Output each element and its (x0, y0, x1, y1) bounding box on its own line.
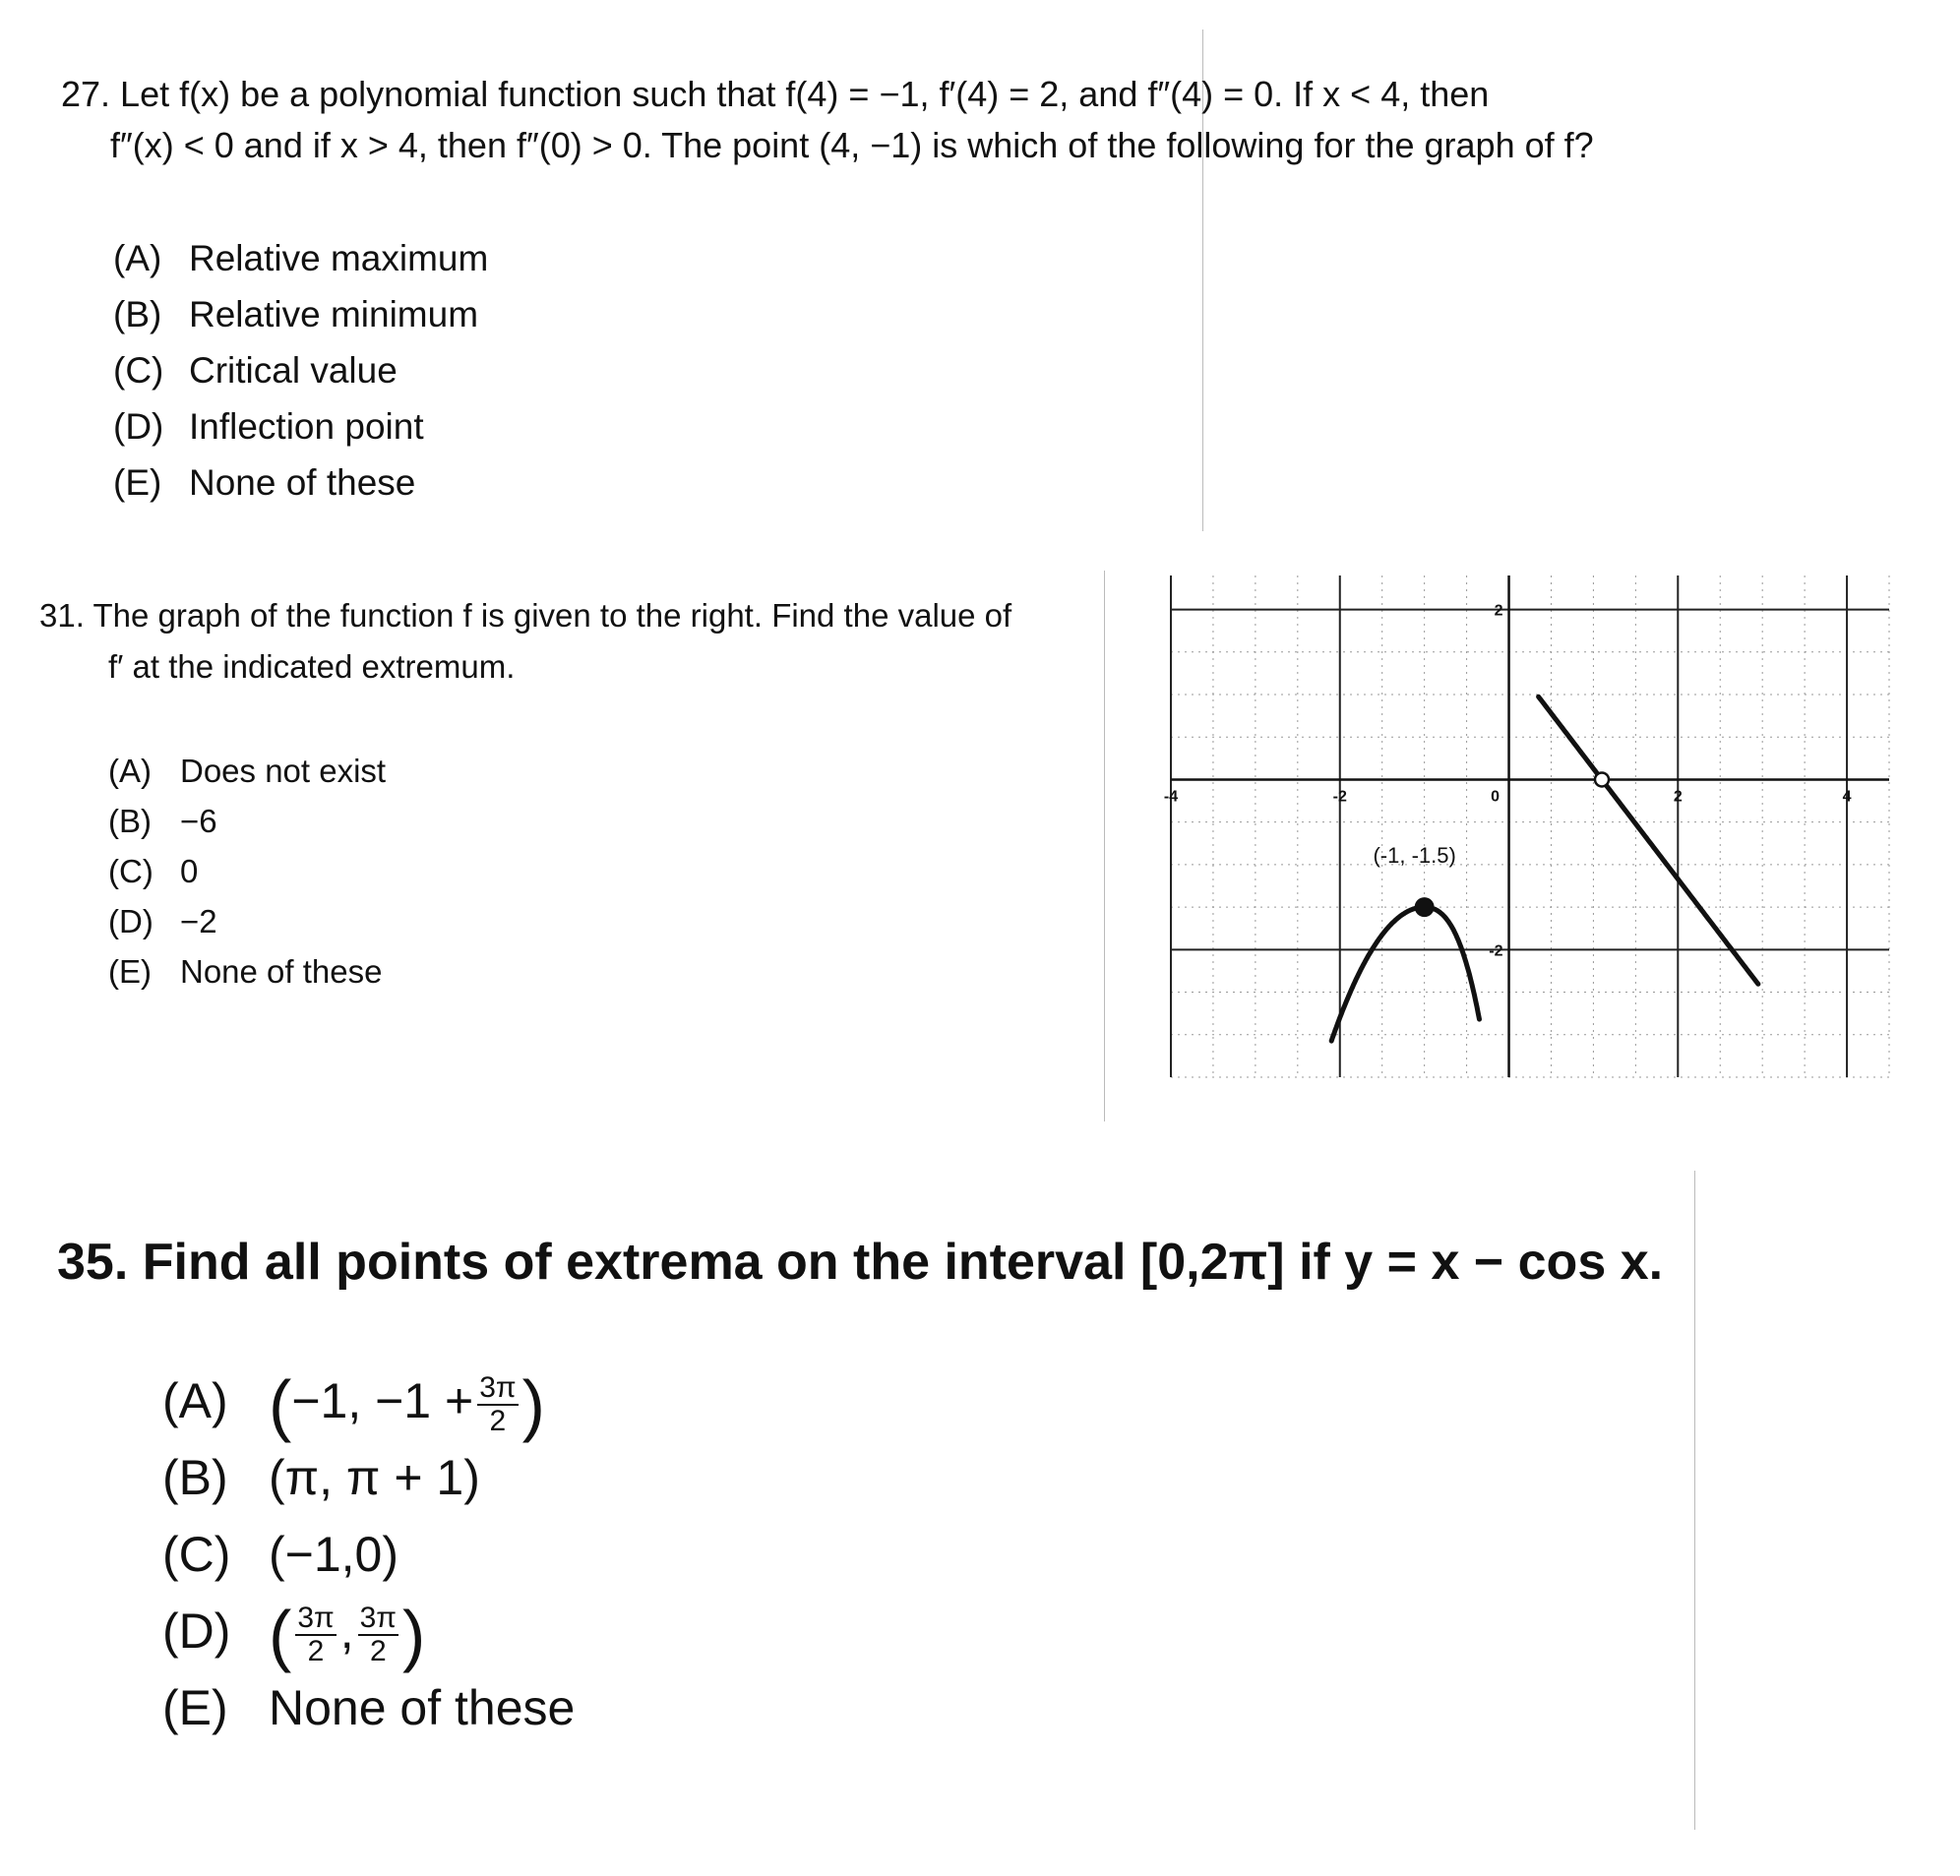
graph-axes (1171, 575, 1889, 1077)
choice-31-e[interactable] (108, 946, 386, 997)
x-tick-label: -2 (1332, 788, 1347, 806)
choice-label: (B) (162, 1450, 228, 1505)
choice-27-a[interactable] (113, 230, 488, 286)
function-graph (1163, 575, 1889, 1077)
question-27-line-1: 27. Let f(x) be a polynomial function such that f(4) = −1, f′(4) = 2, and f″(4) = 0. If x < 4, then (61, 74, 1490, 114)
x-tick-label: 4 (1842, 788, 1852, 806)
choice-35-c[interactable] (162, 1516, 575, 1593)
extremum-label: (-1, -1.5) (1373, 843, 1456, 869)
choice-27-e[interactable] (113, 454, 488, 511)
fraction-denominator: 2 (489, 1404, 507, 1437)
choice-text: Inflection point (189, 406, 424, 447)
choice-label: (C) (108, 853, 153, 889)
paren-close: ) (521, 1365, 545, 1443)
question-27 (61, 69, 1594, 171)
choice-31-b[interactable] (108, 796, 386, 846)
fraction (295, 1603, 336, 1667)
choice-31-d[interactable] (108, 896, 386, 946)
choice-text: None of these (180, 953, 383, 990)
fraction-numerator: 3π (479, 1370, 517, 1404)
fraction (477, 1372, 518, 1437)
scan-line (1694, 1171, 1695, 1830)
curve-left-branch (1331, 907, 1479, 1041)
curve-right-branch (1539, 696, 1758, 984)
choice-text: Relative minimum (189, 294, 479, 334)
choice-label: (A) (162, 1373, 228, 1428)
choice-text: −6 (180, 803, 217, 839)
choice-text: 0 (180, 853, 199, 889)
choice-text: −2 (180, 903, 217, 939)
choice-35-b[interactable] (162, 1439, 575, 1516)
question-31-line-2: f′ at the indicated extremum. (108, 648, 516, 685)
choice-text: None of these (269, 1680, 576, 1735)
choice-label: (C) (162, 1527, 231, 1582)
x-tick-label: 0 (1491, 788, 1500, 806)
y-tick-label: -2 (1489, 942, 1503, 960)
fraction (358, 1603, 398, 1667)
fraction-denominator: 2 (369, 1634, 387, 1667)
choice-label: (E) (108, 953, 152, 990)
scan-line (1104, 571, 1105, 1121)
extremum-point (1415, 897, 1435, 917)
question-31-choices (108, 746, 386, 997)
graph-grid (1171, 575, 1889, 1077)
question-35: 35. Find all points of extrema on the interval [0,2π] if y = x − cos x. (57, 1234, 1664, 1291)
fraction-denominator: 2 (307, 1634, 325, 1667)
question-31-line-1: 31. The graph of the function f is given to the right. Find the value of (39, 597, 1012, 634)
paren-open: ( (269, 1365, 292, 1443)
choice-label: (B) (108, 803, 152, 839)
choice-label: (D) (162, 1604, 231, 1659)
question-27-choices (113, 230, 488, 511)
choice-text: −1, −1 + (291, 1373, 474, 1428)
choice-text: (−1,0) (269, 1527, 399, 1582)
question-27-line-2: f″(x) < 0 and if x > 4, then f″(0) > 0. The point (4, −1) is which of the following for the graph of f? (110, 125, 1594, 165)
fraction-numerator: 3π (297, 1601, 335, 1634)
choice-label: (B) (113, 294, 162, 334)
paren-open: ( (269, 1596, 292, 1673)
choice-35-a[interactable] (162, 1362, 575, 1443)
choice-label: (C) (113, 350, 164, 391)
choice-text: Does not exist (180, 753, 387, 789)
open-point (1595, 772, 1609, 786)
choice-35-e[interactable] (162, 1669, 575, 1746)
choice-text: Critical value (189, 350, 398, 391)
choice-label: (D) (113, 406, 164, 447)
graph-ticks (1164, 603, 1852, 960)
choice-label: (A) (108, 753, 152, 789)
choice-31-a[interactable] (108, 746, 386, 796)
question-31 (39, 590, 1011, 693)
choice-text: None of these (189, 462, 416, 503)
choice-31-c[interactable] (108, 846, 386, 896)
choice-label: (A) (113, 238, 162, 278)
choice-label: (D) (108, 903, 153, 939)
choice-text: (π, π + 1) (269, 1450, 480, 1505)
choice-label: (E) (162, 1680, 228, 1735)
choice-label: (E) (113, 462, 162, 503)
question-35-choices (162, 1362, 575, 1746)
fraction-numerator: 3π (359, 1601, 397, 1634)
choice-35-d[interactable] (162, 1593, 575, 1673)
choice-27-b[interactable] (113, 286, 488, 342)
comma: , (339, 1604, 354, 1659)
paren-close: ) (402, 1596, 426, 1673)
choice-27-c[interactable] (113, 342, 488, 398)
graph-curves (1331, 696, 1758, 1041)
x-tick-label: -4 (1163, 788, 1179, 806)
choice-text: Relative maximum (189, 238, 489, 278)
choice-27-d[interactable] (113, 398, 488, 454)
x-tick-label: 2 (1673, 788, 1683, 806)
y-tick-label: 2 (1494, 602, 1503, 620)
